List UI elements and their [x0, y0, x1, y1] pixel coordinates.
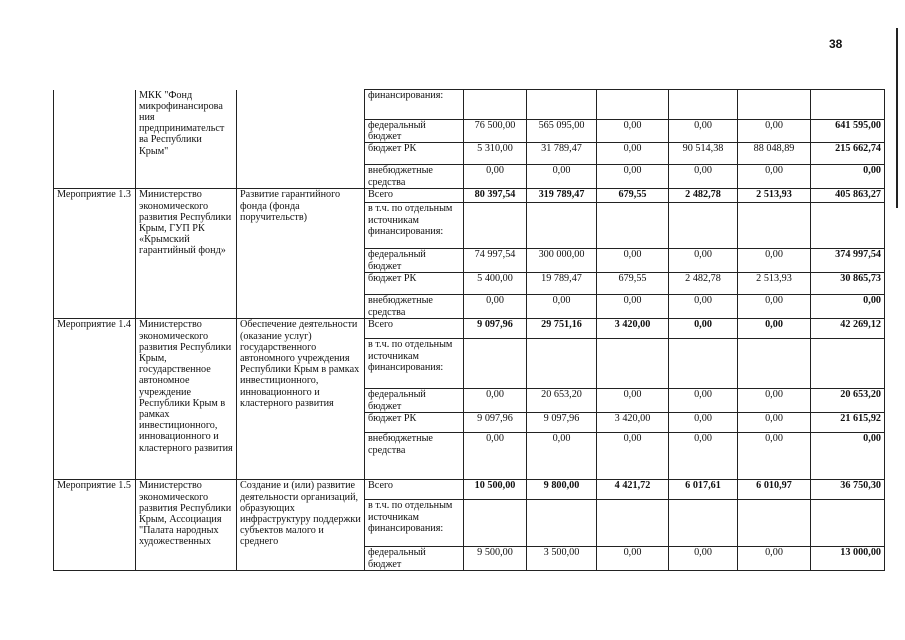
year-value-cell: 9 097,96	[464, 319, 527, 339]
year-value-cell: 9 097,96	[527, 413, 597, 433]
year-value-cell	[527, 203, 597, 249]
year-value-cell: 0,00	[738, 433, 811, 480]
year-value-cell	[669, 500, 738, 547]
year-value-cell	[464, 500, 527, 547]
year-value-cell: 0,00	[597, 249, 669, 273]
year-value-cell: 20 653,20	[527, 389, 597, 413]
funding-source-cell: федеральный бюджет	[365, 249, 464, 273]
total-value-cell: 30 865,73	[811, 273, 885, 295]
year-value-cell: 80 397,54	[464, 189, 527, 203]
year-value-cell: 0,00	[597, 433, 669, 480]
year-value-cell: 9 097,96	[464, 413, 527, 433]
year-value-cell: 0,00	[464, 295, 527, 319]
year-value-cell	[738, 90, 811, 120]
year-value-cell: 10 500,00	[464, 480, 527, 500]
year-value-cell: 0,00	[738, 165, 811, 189]
total-value-cell	[811, 339, 885, 389]
year-value-cell: 0,00	[669, 120, 738, 143]
total-value-cell	[811, 500, 885, 547]
year-value-cell	[738, 203, 811, 249]
year-value-cell: 9 500,00	[464, 547, 527, 570]
description-cell: Обеспечение деятельности (оказание услуг) государственного автономного учреждения Республики Крым в рамках инвестиционного, инновационного и кластерного развития	[237, 319, 365, 480]
table-row	[54, 319, 885, 339]
year-value-cell: 0,00	[597, 120, 669, 143]
description-cell	[237, 90, 365, 189]
year-value-cell: 0,00	[464, 433, 527, 480]
year-value-cell: 0,00	[527, 295, 597, 319]
year-value-cell	[738, 339, 811, 389]
year-value-cell: 5 400,00	[464, 273, 527, 295]
year-value-cell: 5 310,00	[464, 143, 527, 165]
year-value-cell: 2 482,78	[669, 273, 738, 295]
year-value-cell	[527, 339, 597, 389]
description-cell: Развитие гарантийного фонда (фонда поручительств)	[237, 189, 365, 319]
measure-cell: Мероприятие 1.3	[54, 189, 136, 319]
year-value-cell: 74 997,54	[464, 249, 527, 273]
year-value-cell: 0,00	[738, 389, 811, 413]
funding-source-cell: бюджет РК	[365, 143, 464, 165]
year-value-cell: 0,00	[738, 295, 811, 319]
year-value-cell: 0,00	[669, 295, 738, 319]
total-value-cell: 641 595,00	[811, 120, 885, 143]
year-value-cell: 0,00	[597, 143, 669, 165]
table-row	[54, 480, 885, 500]
year-value-cell: 679,55	[597, 189, 669, 203]
year-value-cell: 0,00	[464, 165, 527, 189]
funding-source-cell: в т.ч. по отдельным источникам финансирования:	[365, 203, 464, 249]
funding-source-cell: Всего	[365, 480, 464, 500]
year-value-cell: 0,00	[597, 389, 669, 413]
funding-source-cell: внебюджетные средства	[365, 165, 464, 189]
total-value-cell: 20 653,20	[811, 389, 885, 413]
funding-source-cell: Всего	[365, 189, 464, 203]
year-value-cell: 679,55	[597, 273, 669, 295]
executor-cell: Министерство экономического развития Республики Крым, Ассоциация "Палата народных художественных	[136, 480, 237, 570]
year-value-cell	[527, 500, 597, 547]
measure-cell: Мероприятие 1.4	[54, 319, 136, 480]
financing-table	[53, 89, 885, 571]
funding-source-cell: бюджет РК	[365, 273, 464, 295]
year-value-cell	[597, 90, 669, 120]
year-value-cell: 88 048,89	[738, 143, 811, 165]
funding-source-cell: в т.ч. по отдельным источникам финансирования:	[365, 339, 464, 389]
year-value-cell: 3 500,00	[527, 547, 597, 570]
funding-source-cell: внебюджетные средства	[365, 295, 464, 319]
year-value-cell: 0,00	[597, 295, 669, 319]
year-value-cell	[464, 339, 527, 389]
year-value-cell	[738, 500, 811, 547]
funding-source-cell: федеральный бюджет	[365, 120, 464, 143]
year-value-cell: 0,00	[669, 413, 738, 433]
funding-source-cell: внебюджетные средства	[365, 433, 464, 480]
table-row	[54, 90, 885, 120]
year-value-cell: 4 421,72	[597, 480, 669, 500]
year-value-cell	[669, 90, 738, 120]
year-value-cell: 0,00	[597, 165, 669, 189]
year-value-cell: 0,00	[669, 319, 738, 339]
year-value-cell: 0,00	[527, 165, 597, 189]
funding-source-cell: в т.ч. по отдельным источникам финансирования:	[365, 500, 464, 547]
measure-cell	[54, 90, 136, 189]
executor-cell: МКК "Фонд микрофинансирова ния предпринимательст ва Республики Крым"	[136, 90, 237, 189]
scan-edge-line	[896, 28, 898, 208]
year-value-cell: 0,00	[669, 165, 738, 189]
year-value-cell	[597, 500, 669, 547]
year-value-cell: 0,00	[669, 433, 738, 480]
year-value-cell: 19 789,47	[527, 273, 597, 295]
year-value-cell: 2 513,93	[738, 273, 811, 295]
year-value-cell: 0,00	[738, 249, 811, 273]
funding-source-cell: Всего	[365, 319, 464, 339]
year-value-cell	[669, 203, 738, 249]
year-value-cell: 76 500,00	[464, 120, 527, 143]
table-row	[54, 189, 885, 203]
year-value-cell: 0,00	[738, 413, 811, 433]
year-value-cell	[597, 203, 669, 249]
year-value-cell: 0,00	[738, 319, 811, 339]
year-value-cell: 0,00	[464, 389, 527, 413]
year-value-cell: 9 800,00	[527, 480, 597, 500]
measure-cell: Мероприятие 1.5	[54, 480, 136, 570]
total-value-cell: 0,00	[811, 295, 885, 319]
total-value-cell: 13 000,00	[811, 547, 885, 570]
total-value-cell: 374 997,54	[811, 249, 885, 273]
year-value-cell: 2 482,78	[669, 189, 738, 203]
total-value-cell: 36 750,30	[811, 480, 885, 500]
year-value-cell: 31 789,47	[527, 143, 597, 165]
description-cell: Создание и (или) развитие деятельности организаций, образующих инфраструктуру поддержки субъектов малого и среднего	[237, 480, 365, 570]
total-value-cell: 0,00	[811, 433, 885, 480]
funding-source-cell: финансирования:	[365, 90, 464, 120]
year-value-cell: 90 514,38	[669, 143, 738, 165]
year-value-cell: 0,00	[738, 120, 811, 143]
total-value-cell: 215 662,74	[811, 143, 885, 165]
year-value-cell: 0,00	[669, 389, 738, 413]
year-value-cell	[527, 90, 597, 120]
year-value-cell: 0,00	[669, 547, 738, 570]
year-value-cell: 3 420,00	[597, 413, 669, 433]
year-value-cell: 0,00	[669, 249, 738, 273]
year-value-cell	[597, 339, 669, 389]
funding-source-cell: бюджет РК	[365, 413, 464, 433]
total-value-cell: 405 863,27	[811, 189, 885, 203]
year-value-cell: 0,00	[597, 547, 669, 570]
year-value-cell: 0,00	[738, 547, 811, 570]
year-value-cell: 300 000,00	[527, 249, 597, 273]
year-value-cell: 565 095,00	[527, 120, 597, 143]
year-value-cell	[464, 90, 527, 120]
year-value-cell	[464, 203, 527, 249]
funding-source-cell: федеральный бюджет	[365, 547, 464, 570]
total-value-cell	[811, 203, 885, 249]
total-value-cell	[811, 90, 885, 120]
year-value-cell	[669, 339, 738, 389]
table-body	[54, 90, 885, 571]
total-value-cell: 0,00	[811, 165, 885, 189]
page-number: 38	[829, 37, 843, 51]
year-value-cell: 6 017,61	[669, 480, 738, 500]
year-value-cell: 2 513,93	[738, 189, 811, 203]
year-value-cell: 0,00	[527, 433, 597, 480]
executor-cell: Министерство экономического развития Республики Крым, государственное автономное учреждение Республики Крым в рамках инвестиционного, инновационного и кластерного развития	[136, 319, 237, 480]
funding-source-cell: федеральный бюджет	[365, 389, 464, 413]
executor-cell: Министерство экономического развития Республики Крым, ГУП РК «Крымский гарантийный фонд»	[136, 189, 237, 319]
year-value-cell: 6 010,97	[738, 480, 811, 500]
year-value-cell: 3 420,00	[597, 319, 669, 339]
total-value-cell: 42 269,12	[811, 319, 885, 339]
total-value-cell: 21 615,92	[811, 413, 885, 433]
year-value-cell: 319 789,47	[527, 189, 597, 203]
year-value-cell: 29 751,16	[527, 319, 597, 339]
